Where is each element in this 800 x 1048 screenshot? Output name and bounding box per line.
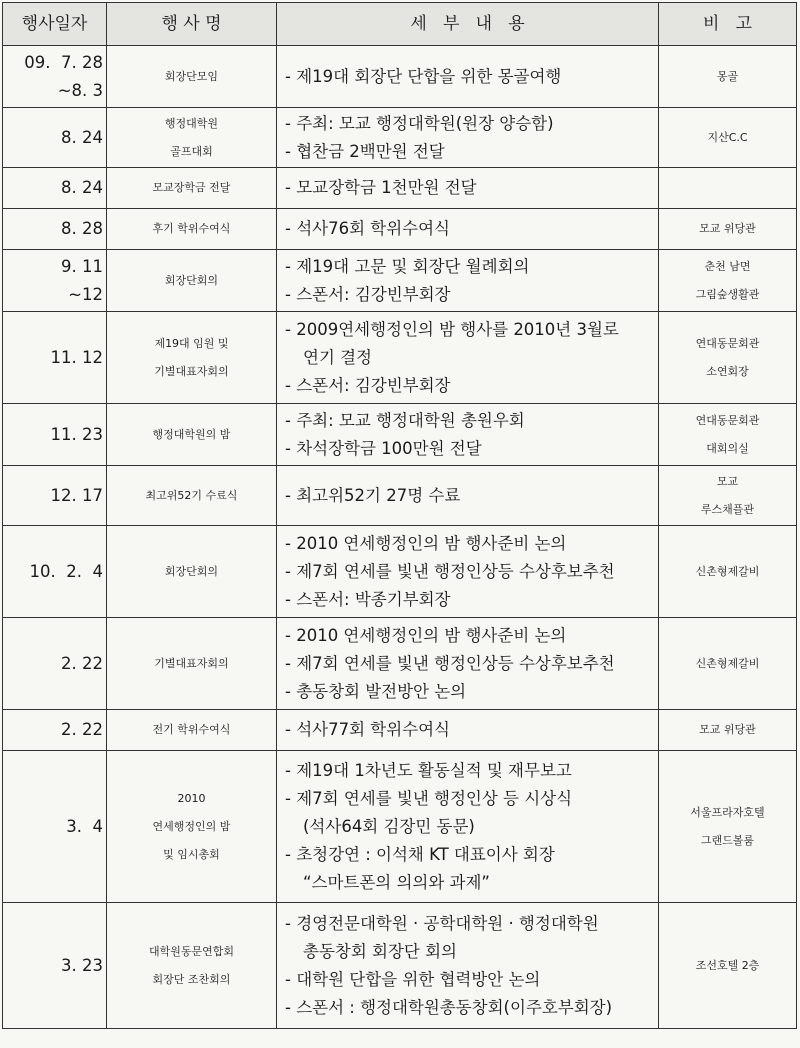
event-date: 11. 12	[3, 312, 107, 404]
detail-line: - 석사76회 학위수여식	[285, 219, 450, 238]
name-line: 제19대 임원 및	[154, 336, 229, 350]
table-row	[3, 46, 797, 108]
detail-line: - 모교장학금 1천만원 전달	[285, 178, 477, 197]
note-line: 그림숲생활관	[695, 287, 760, 301]
detail-line: - 석사77회 학위수여식	[285, 720, 450, 739]
detail-line: - 스폰서: 박종기부회장	[285, 589, 451, 609]
detail-line: - 초청강연 : 이석채 KT 대표이사 회장	[285, 844, 555, 864]
detail-line: - 제7회 연세를 빛낸 행정인상등 수상후보추천	[285, 561, 615, 581]
name-line: 행정대학원의 밤	[152, 427, 231, 441]
table-row	[3, 751, 797, 903]
event-note	[659, 466, 797, 526]
event-note	[659, 209, 797, 250]
table-row	[3, 526, 797, 618]
name-line: 대학원동문연합회	[148, 944, 234, 958]
name-line: 및 임시총회	[163, 847, 220, 861]
detail-line: 총동창회 회장단 회의	[303, 941, 457, 961]
name-line: 후기 학위수여식	[152, 222, 231, 235]
event-name	[107, 168, 277, 209]
event-name	[107, 903, 277, 1029]
event-date: 12. 17	[3, 466, 107, 526]
event-detail	[277, 404, 659, 466]
table-row	[3, 108, 797, 168]
name-line: 2010	[177, 791, 206, 805]
event-note	[659, 751, 797, 903]
table-row	[3, 466, 797, 526]
header-name: 행 사 명	[107, 3, 277, 46]
event-note	[659, 710, 797, 751]
detail-line: - 경영전문대학원 · 공학대학원 · 행정대학원	[285, 913, 599, 933]
event-detail	[277, 751, 659, 903]
event-note	[659, 46, 797, 108]
note-line: 신촌형제갈비	[695, 564, 760, 578]
detail-line: - 차석장학금 100만원 전달	[285, 438, 482, 458]
event-date: 2. 22	[3, 618, 107, 710]
note-line: 모교 위당관	[699, 222, 756, 235]
detail-line: - 제7회 연세를 빛낸 행정인상 등 시상식	[285, 788, 573, 808]
name-line: 최고위52기 수료식	[145, 488, 238, 502]
table-row	[3, 903, 797, 1029]
event-name	[107, 710, 277, 751]
header-detail: 세 부 내 용	[277, 3, 659, 46]
detail-line: - 제19대 고문 및 회장단 월례회의	[285, 256, 530, 276]
detail-line: - 2010 연세행정인의 밤 행사준비 논의	[285, 625, 567, 645]
event-date: 3. 4	[3, 751, 107, 903]
event-date: 8. 24	[3, 108, 107, 168]
note-line: 춘천 남면	[704, 259, 751, 273]
name-line: 회장단회의	[164, 564, 219, 578]
event-date: 3. 23	[3, 903, 107, 1029]
header-note: 비 고	[659, 3, 797, 46]
event-detail	[277, 209, 659, 250]
event-table-sheet	[2, 2, 796, 1029]
event-detail	[277, 466, 659, 526]
header-row	[3, 3, 797, 46]
table-row	[3, 209, 797, 250]
event-date: 9. 11 ~12	[3, 250, 107, 312]
table-row	[3, 312, 797, 404]
event-date: 8. 28	[3, 209, 107, 250]
event-name	[107, 618, 277, 710]
event-note	[659, 526, 797, 618]
event-detail	[277, 526, 659, 618]
detail-line: - 제19대 회장단 단합을 위한 몽골여행	[285, 66, 562, 86]
name-line: 회장단회의	[164, 273, 219, 287]
note-line: 연대동문회관	[695, 336, 760, 350]
name-line: 전기 학위수여식	[152, 723, 231, 736]
note-line: 그랜드볼룸	[700, 833, 755, 847]
event-name	[107, 108, 277, 168]
note-line: 연대동문회관	[695, 413, 760, 427]
detail-line: - 주최: 모교 행정대학원(원장 양승함)	[285, 113, 554, 133]
note-line: 서울프라자호텔	[690, 805, 765, 819]
event-note	[659, 168, 797, 209]
event-detail	[277, 168, 659, 209]
event-date: 11. 23	[3, 404, 107, 466]
event-detail	[277, 250, 659, 312]
event-name	[107, 526, 277, 618]
detail-line: - 협찬금 2백만원 전달	[285, 141, 445, 161]
event-name	[107, 250, 277, 312]
event-note	[659, 404, 797, 466]
note-line: 모교 위당관	[699, 723, 756, 736]
event-note	[659, 903, 797, 1029]
name-line: 회장단 조찬회의	[152, 972, 231, 986]
event-name	[107, 312, 277, 404]
table-row	[3, 250, 797, 312]
event-detail	[277, 710, 659, 751]
detail-line: - 대학원 단합을 위한 협력방안 논의	[285, 969, 541, 989]
detail-line: - 스폰서: 김강빈부회장	[285, 375, 451, 395]
detail-line: “스마트폰의 의의와 과제”	[303, 872, 490, 892]
note-line: 몽골	[716, 69, 739, 83]
note-line: 신촌형제갈비	[695, 656, 760, 670]
name-line: 기별대표자회의	[154, 364, 229, 378]
table-row	[3, 618, 797, 710]
detail-line: - 제7회 연세를 빛낸 행정인상등 수상후보추천	[285, 653, 615, 673]
detail-line: (석사64회 김장민 동문)	[303, 816, 475, 836]
event-detail	[277, 46, 659, 108]
detail-line: - 2010 연세행정인의 밤 행사준비 논의	[285, 533, 567, 553]
event-note	[659, 250, 797, 312]
note-line: 대회의실	[706, 441, 749, 455]
event-date: 10. 2. 4	[3, 526, 107, 618]
event-table	[2, 2, 797, 1029]
table-row	[3, 168, 797, 209]
detail-line: - 총동창회 발전방안 논의	[285, 681, 467, 701]
note-line: 지산C.C	[707, 130, 748, 144]
event-name	[107, 209, 277, 250]
detail-line: 연기 결정	[303, 347, 373, 367]
detail-line: - 스폰서 : 행정대학원총동창회(이주호부회장)	[285, 997, 613, 1017]
header-date: 행사일자	[3, 3, 107, 46]
note-line: 조선호텔 2층	[695, 958, 760, 972]
name-line: 행정대학원	[164, 116, 219, 130]
detail-line: - 제19대 1차년도 활동실적 및 재무보고	[285, 760, 572, 780]
table-body	[3, 46, 797, 1029]
table-row	[3, 710, 797, 751]
name-line: 회장단모임	[164, 69, 219, 83]
event-date: 2. 22	[3, 710, 107, 751]
name-line: 기별대표자회의	[154, 656, 229, 670]
detail-line: - 스폰서: 김강빈부회장	[285, 284, 451, 304]
detail-line: - 최고위52기 27명 수료	[285, 485, 461, 505]
note-line: 모교	[716, 474, 739, 488]
event-detail	[277, 108, 659, 168]
event-name	[107, 46, 277, 108]
name-line: 연세행정인의 밤	[152, 819, 231, 833]
event-detail	[277, 903, 659, 1029]
event-note	[659, 312, 797, 404]
event-detail	[277, 312, 659, 404]
name-line: 골프대회	[170, 144, 213, 158]
detail-line: - 2009연세행정인의 밤 행사를 2010년 3월로	[285, 319, 619, 339]
event-name	[107, 404, 277, 466]
note-line: 소연회장	[706, 364, 749, 378]
event-note	[659, 618, 797, 710]
event-name	[107, 466, 277, 526]
event-name	[107, 751, 277, 903]
event-date: 09. 7. 28 ~8. 3	[3, 46, 107, 108]
event-date: 8. 24	[3, 168, 107, 209]
event-detail	[277, 618, 659, 710]
note-line: 루스채플관	[700, 502, 755, 516]
name-line: 모교장학금 전달	[152, 181, 231, 194]
detail-line: - 주최: 모교 행정대학원 총원우회	[285, 410, 525, 430]
table-row	[3, 404, 797, 466]
event-note	[659, 108, 797, 168]
